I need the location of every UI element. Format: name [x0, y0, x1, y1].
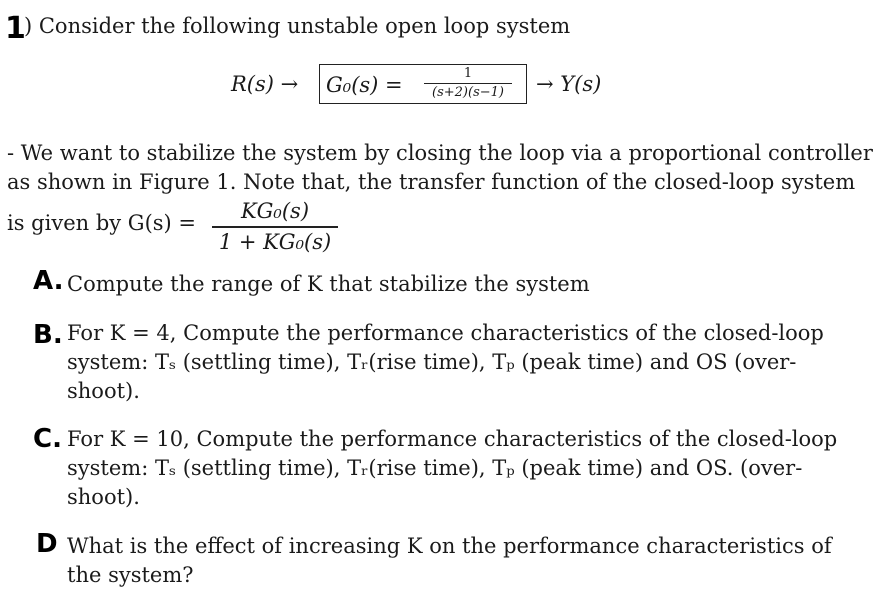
tf-fraction-bar — [424, 83, 512, 84]
problem-intro: ) Consider the following unstable open loop system — [24, 14, 571, 38]
question-a-marker: A. — [33, 266, 64, 296]
transfer-function-fraction — [418, 66, 518, 102]
question-b-line-3: shoot). — [67, 379, 140, 403]
statement-line-3: is given by G(s) = — [7, 211, 197, 235]
statement-line-1: - We want to stabilize the system by closing the loop via a proportional controller — [7, 141, 873, 165]
question-c-marker: C. — [33, 424, 62, 454]
output-signal: → Y(s) — [536, 72, 602, 96]
question-d-line-1: What is the effect of increasing K on the performance characteristics of — [67, 534, 832, 558]
question-c-line-2: system: Tₛ (settling time), Tᵣ(rise time), Tₚ (peak time) and OS. (over- — [67, 456, 803, 480]
question-d-marker: D — [36, 529, 58, 559]
question-b-line-1: For K = 4, Compute the performance characteristics of the closed-loop — [67, 321, 824, 345]
question-c-line-1: For K = 10, Compute the performance characteristics of the closed-loop — [67, 427, 838, 451]
question-b-marker: B. — [33, 320, 63, 350]
closed-loop-numerator: KG₀(s) — [240, 199, 310, 223]
problem-number: 1 — [5, 11, 26, 46]
tf-numerator: 1 — [463, 66, 473, 81]
transfer-function-lhs: G₀(s) = — [326, 73, 403, 97]
statement-line-2: as shown in Figure 1. Note that, the transfer function of the closed-loop system — [7, 170, 856, 194]
closed-loop-denominator: 1 + KG₀(s) — [218, 230, 332, 254]
question-b-line-2: system: Tₛ (settling time), Tᵣ(rise time), Tₚ (peak time) and OS (over- — [67, 350, 797, 374]
tf-denominator: (s+2)(s−1) — [432, 85, 504, 100]
input-signal: R(s) → — [231, 72, 299, 96]
question-d-line-2: the system? — [67, 563, 194, 587]
question-c-line-3: shoot). — [67, 485, 140, 509]
question-a-text: Compute the range of K that stabilize the system — [67, 272, 590, 296]
